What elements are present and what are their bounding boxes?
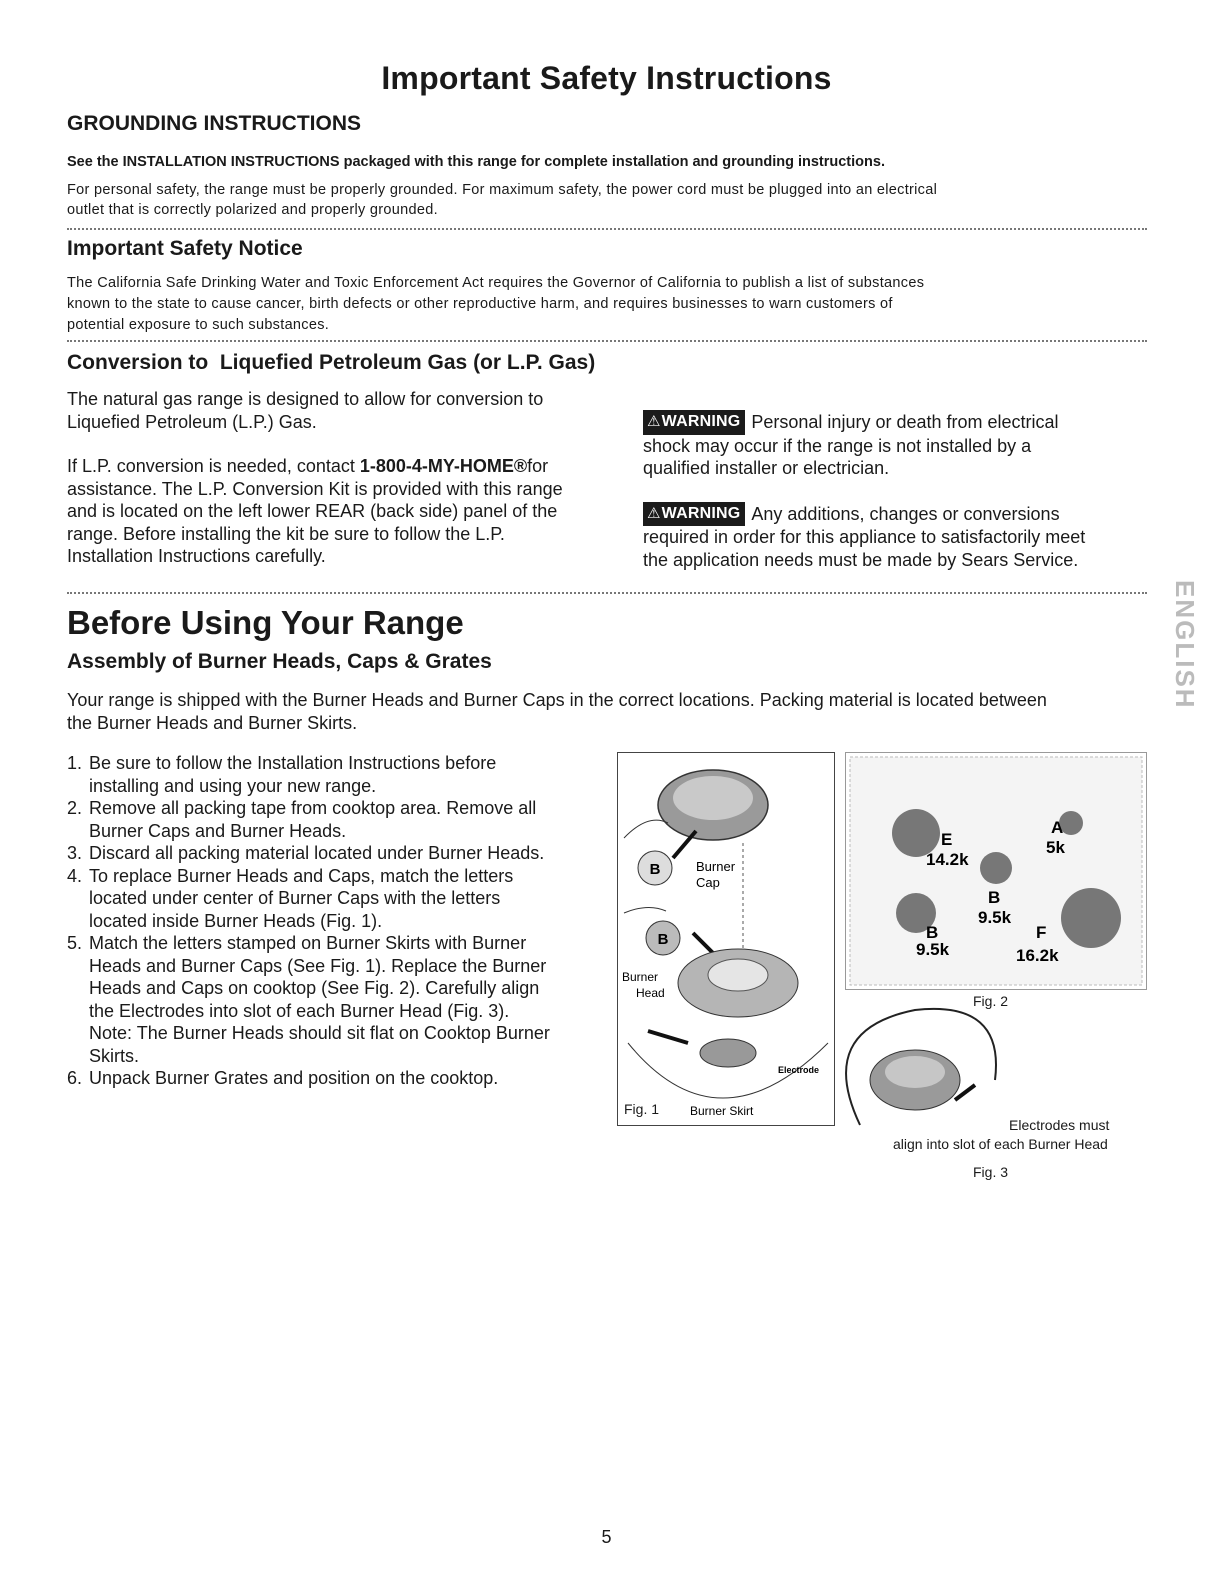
conversion-text: assistance. The L.P. Conversion Kit is provided with this range [67, 478, 563, 499]
step-number: 4. [67, 865, 83, 886]
warning-text: qualified installer or electrician. [643, 458, 890, 478]
page-title: Important Safety Instructions [381, 60, 832, 96]
step-text: installing and using your new range. [89, 775, 377, 796]
burner-rating: 5k [1046, 838, 1065, 857]
notice-heading: Important Safety Notice [67, 237, 303, 260]
step-text: Heads and Burner Caps (See Fig. 1). Replace the Burner [89, 955, 547, 976]
warning-label: WARNING [661, 504, 741, 522]
burner-letter: B [926, 923, 939, 942]
notice-line-1: The California Safe Drinking Water and Toxic Enforcement Act requires the Governor of California to publish a list of substances [67, 275, 925, 291]
warning-text: required in order for this appliance to satisfactorily meet [643, 527, 1086, 547]
notice-line-3: potential exposure to such substances. [67, 317, 330, 333]
section-title: Before Using Your Range [67, 604, 464, 641]
head-outline-arc [624, 907, 666, 913]
step-text: located under center of Burner Caps with the letters [89, 888, 501, 908]
step-text: To replace Burner Heads and Caps, match the letters [89, 865, 514, 886]
conversion-text: and is located on the left lower REAR (back side) panel of the [67, 501, 558, 521]
step-text: located inside Burner Heads (Fig. 1). [89, 910, 383, 931]
divider [67, 340, 1147, 342]
language-side-tab [1170, 580, 1206, 740]
figure-3-caption: align into slot of each Burner Head [893, 1136, 1108, 1152]
skirt-label: Burner Skirt [690, 1104, 754, 1118]
assembly-step [67, 1067, 627, 1090]
burner-rating: 9.5k [978, 908, 1012, 927]
figure-1-label: Fig. 1 [624, 1101, 660, 1117]
cooktop-layout-illustration [846, 753, 1146, 989]
grounding-line-2: outlet that is correctly polarized and properly grounded. [67, 202, 438, 218]
burner-head-highlight [885, 1056, 945, 1088]
assembly-step [67, 752, 627, 797]
figure-1 [617, 752, 835, 1126]
step-text: Note: The Burner Heads should sit flat on Cooktop Burner [89, 1023, 550, 1043]
step-number: 3. [67, 843, 83, 863]
electrode-label: Electrode [778, 1065, 820, 1075]
burner-rating: 14.2k [926, 850, 969, 869]
conversion-heading: Conversion to Liquefied Petroleum Gas (or L.P. Gas) [67, 351, 596, 374]
warning-triangle-icon: ⚠ [647, 413, 661, 430]
assembly-steps [67, 752, 627, 1090]
step-text: Match the letters stamped on Burner Skirts with Burner [89, 933, 527, 953]
burner-letter: B [988, 888, 1001, 907]
conversion-text: Liquefied Petroleum (L.P.) Gas. [67, 411, 317, 432]
burner-rating: 16.2k [1016, 946, 1059, 965]
step-text: Heads and Caps on cooktop (See Fig. 2). Carefully align [89, 978, 540, 998]
phone-number: 1-800-4-MY-HOME® [359, 456, 528, 476]
warning-badge [643, 410, 745, 435]
conversion-right-column [643, 410, 1143, 571]
step-number: 1. [67, 753, 83, 773]
step-number: 2. [67, 798, 83, 818]
warning-label: WARNING [661, 413, 741, 430]
step-text: Remove all packing tape from cooktop area. Remove all [89, 798, 537, 818]
conversion-text: range. Before installing the kit be sure to follow the L.P. [67, 523, 505, 544]
conversion-contact-line [67, 455, 627, 478]
cap-outline-arc [624, 820, 668, 838]
conversion-text: Installation Instructions carefully. [67, 546, 326, 566]
warning-triangle-icon: ⚠ [647, 504, 661, 522]
head-label: Burner [622, 970, 659, 984]
cap-label: Cap [696, 875, 720, 890]
conversion-text: The natural gas range is designed to allow for conversion to [67, 389, 544, 409]
burner-rating: 9.5k [916, 940, 950, 959]
burner-b-circle [980, 852, 1012, 884]
burner-assembly-illustration [618, 753, 834, 1125]
assembly-step [67, 797, 627, 842]
head-letter: B [657, 931, 669, 948]
page-number: 5 [601, 1527, 612, 1547]
warning-text: Any additions, changes or conversions [751, 503, 1060, 524]
assembly-step [67, 932, 627, 1067]
step-text: Skirts. [89, 1045, 140, 1066]
divider [67, 592, 1147, 594]
step-text: Be sure to follow the Installation Instructions before [89, 753, 497, 773]
cap-label: Burner [696, 859, 736, 874]
burner-cap-highlight [673, 776, 753, 820]
step-number: 5. [67, 933, 83, 953]
assembly-intro-line-1: Your range is shipped with the Burner Heads and Burner Caps in the correct locations. Packing material is located between [67, 690, 1047, 710]
grounding-heading: GROUNDING INSTRUCTIONS [67, 112, 361, 135]
assembly-intro-line-2: the Burner Heads and Burner Skirts. [67, 713, 358, 733]
figure-3-caption: Electrodes must [1009, 1117, 1110, 1133]
grounding-bold-line: See the INSTALLATION INSTRUCTIONS packaged with this range for complete installation and grounding instructions. [67, 154, 885, 170]
burner-letter: F [1036, 923, 1047, 942]
figure-3 [845, 1000, 1015, 1130]
conversion-left-column [67, 388, 627, 568]
assembly-step [67, 842, 627, 865]
side-tab-label: ENGLISH [1170, 580, 1200, 710]
burner-f-circle [1061, 888, 1121, 948]
burner-skirt-shape [700, 1039, 756, 1067]
arrow-icon [648, 1031, 688, 1043]
step-text: the Electrodes into slot of each Burner Head (Fig. 3). [89, 1000, 510, 1021]
cap-letter: B [649, 861, 661, 878]
figure-3-label: Fig. 3 [973, 1164, 1009, 1180]
warning-badge [643, 502, 745, 527]
warning-text: the application needs must be made by Sears Service. [643, 549, 1079, 570]
burner-head-center [708, 959, 768, 991]
assembly-heading: Assembly of Burner Heads, Caps & Grates [67, 650, 492, 673]
notice-line-2: known to the state to cause cancer, birth defects or other reproductive harm, and requires businesses to warn customers of [67, 296, 893, 312]
divider [67, 228, 1147, 230]
burner-letter: E [941, 830, 953, 849]
burner-letter: A [1051, 818, 1064, 837]
step-text: Unpack Burner Grates and position on the cooktop. [89, 1068, 499, 1088]
conversion-text: If L.P. conversion is needed, contact [67, 456, 360, 476]
head-label: Head [636, 986, 665, 1000]
conversion-text: for [527, 456, 549, 476]
warning-text: Personal injury or death from electrical [751, 412, 1059, 432]
figure-2 [845, 752, 1147, 990]
figure-2-label: Fig. 2 [973, 993, 1009, 1009]
step-text: Burner Caps and Burner Heads. [89, 820, 347, 841]
step-text: Discard all packing material located under Burner Heads. [89, 843, 545, 863]
assembly-step [67, 865, 627, 933]
step-number: 6. [67, 1068, 83, 1088]
warning-text: shock may occur if the range is not installed by a [643, 435, 1032, 456]
electrode-alignment-illustration [845, 1000, 1015, 1130]
grounding-line-1: For personal safety, the range must be properly grounded. For maximum safety, the power cord must be plugged into an electrical [67, 182, 938, 198]
